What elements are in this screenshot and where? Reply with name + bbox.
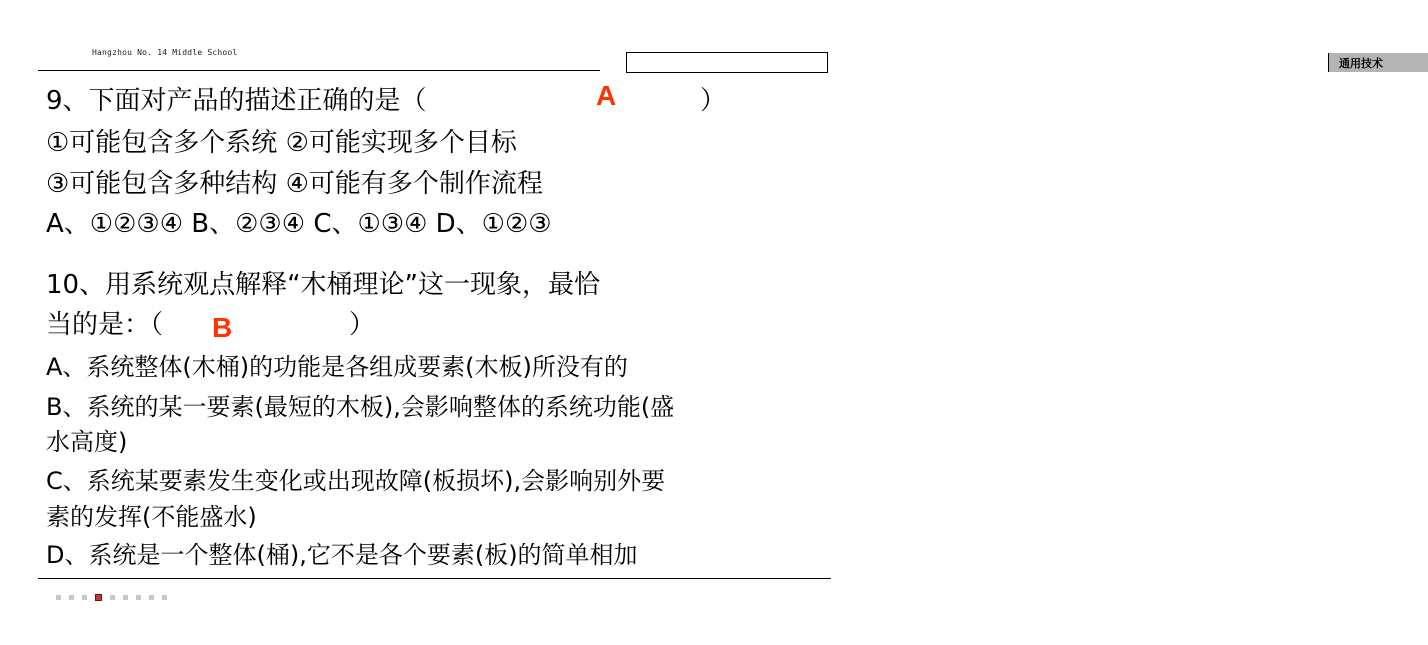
q10-option-a: A、系统整体(木桶)的功能是各组成要素(木板)所没有的: [46, 353, 628, 381]
q10-option-b-line2: 水高度): [46, 428, 128, 456]
pager-dot[interactable]: [149, 595, 154, 600]
q9-statement-3-4: ③可能包含多种结构 ④可能有多个制作流程: [46, 169, 543, 199]
q10-option-c-line2: 素的发挥(不能盛水): [46, 503, 257, 531]
q9-statement-1-2: ①可能包含多个系统 ②可能实现多个目标: [46, 128, 517, 158]
q9-answer: A: [596, 80, 617, 111]
pager-dot[interactable]: [110, 595, 115, 600]
school-name: Hangzhou No. 14 Middle School: [92, 48, 238, 57]
slide-pager: [56, 595, 167, 601]
q10-option-c-line1: C、系统某要素发生变化或出现故障(板损坏),会影响别外要: [46, 467, 666, 495]
pager-dot[interactable]: [56, 595, 61, 600]
pager-dot[interactable]: [162, 595, 167, 600]
q10-option-d: D、系统是一个整体(桶),它不是各个要素(板)的简单相加: [46, 541, 638, 569]
q9-stem-close: ）: [700, 86, 727, 116]
pager-dot-current[interactable]: [95, 594, 102, 601]
q9-stem: 9、下面对产品的描述正确的是（: [46, 86, 427, 116]
pager-dot[interactable]: [82, 595, 87, 600]
subject-label: 通用技术: [1339, 57, 1383, 70]
q10-stem-line1: 10、用系统观点解释“木桶理论”这一现象，最恰: [46, 270, 601, 300]
q9-options: A、①②③④ B、②③④ C、①③④ D、①②③: [46, 209, 552, 239]
q10-stem-close: ）: [349, 310, 376, 340]
header-rule: [38, 70, 600, 71]
footer-rule: [38, 578, 831, 579]
q10-answer: B: [212, 312, 233, 343]
subject-tag-fill: [1328, 53, 1428, 72]
q10-option-b-line1: B、系统的某一要素(最短的木板),会影响整体的系统功能(盛: [46, 393, 675, 421]
q10-stem-line2: 当的是：（: [46, 310, 164, 340]
subject-tag: [626, 52, 1383, 73]
pager-dot[interactable]: [123, 595, 128, 600]
pager-dot[interactable]: [69, 595, 74, 600]
pager-dot[interactable]: [136, 595, 141, 600]
